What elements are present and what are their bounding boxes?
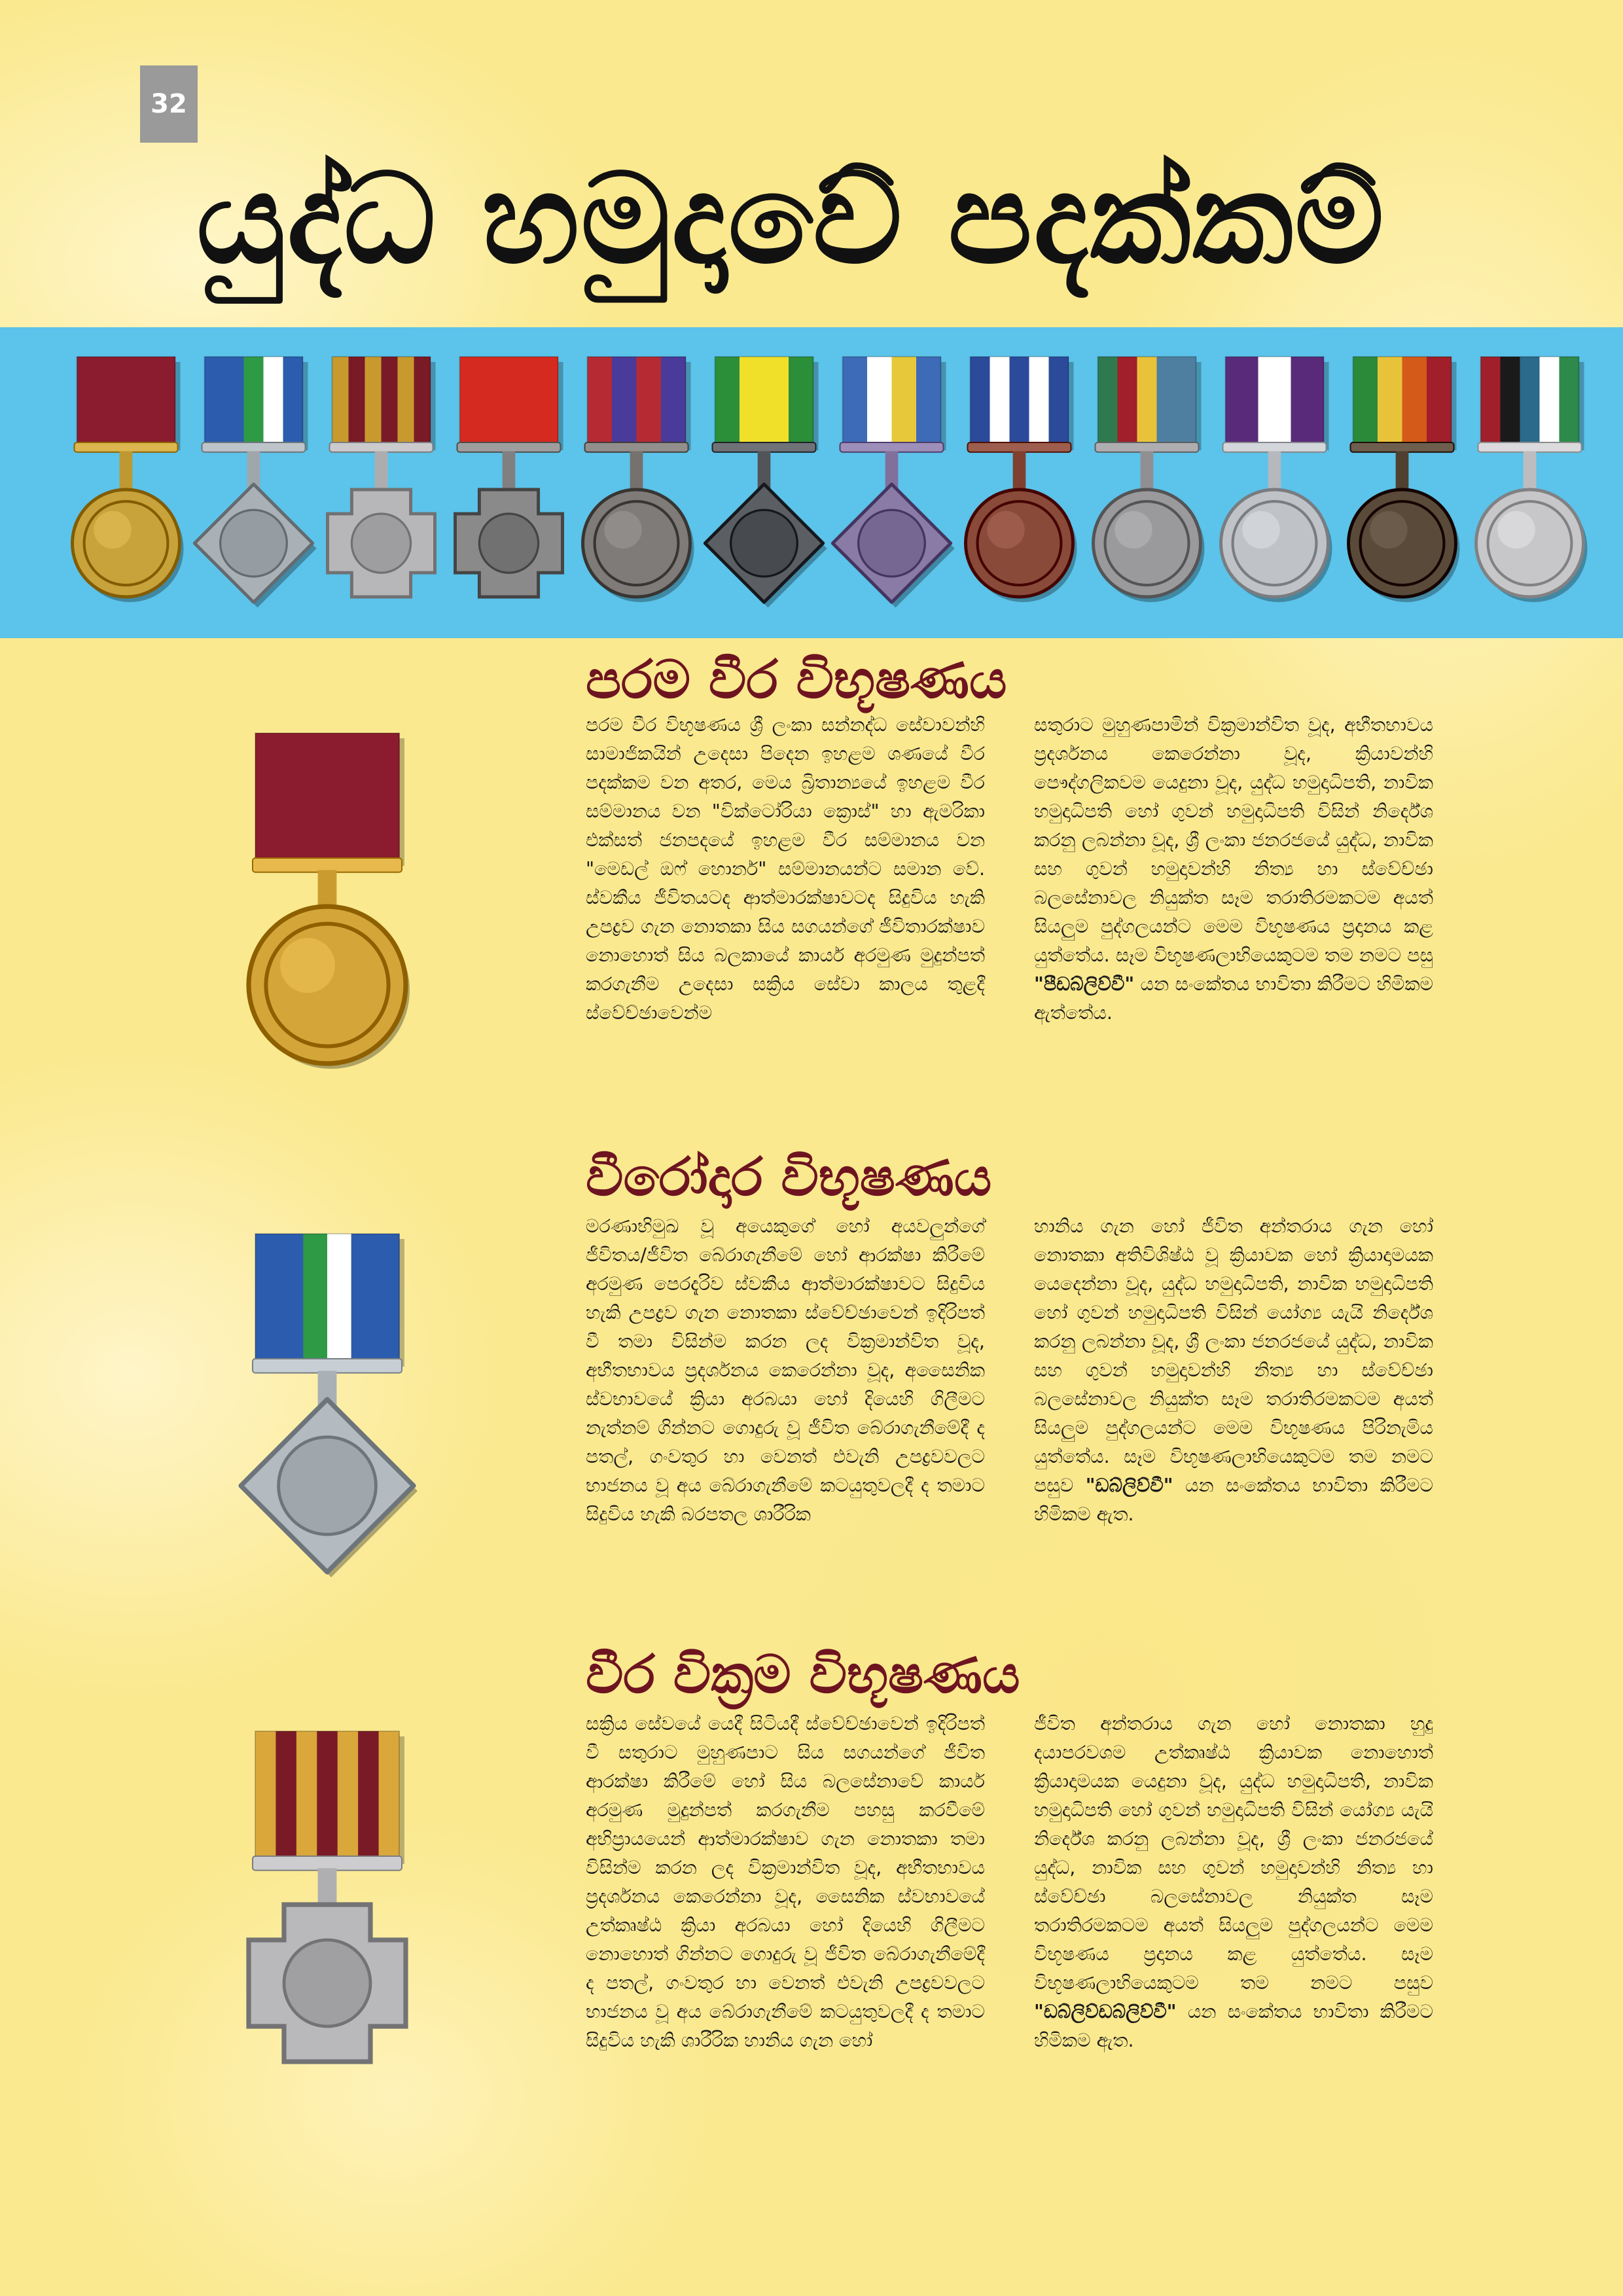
section-2-postnominal: "ඩබ්ලිව්වී"	[1085, 1475, 1173, 1496]
crest-medal-icon	[1349, 357, 1460, 602]
weera-wickrama-vibhushanaya-medal-icon	[236, 1728, 438, 2108]
section-3-postnominal: "ඩබ්ලිව්ඩබ්ලිව්වී"	[1034, 2001, 1177, 2022]
section-2-column-2-text: හානිය ගැන හෝ ජීවිත අන්තරාය ගැන හෝ නොතකා අතිවිශිෂ්ඨ වූ ක්‍රියාවක හෝ ක්‍රියාදාමයක යෙදෙන්නා වූද, යුද්ධ හමුදාධිපති, නාවික හමුදාධිපති හෝ ගුවන් හමුදාධිපති විසින් යෝග්‍ය යැයි නිර්දේශ කරනු ලබන්නා වූද, ශ්‍රී ලංකා ජනරජයේ යුද්ධ, නාවික සහ ගුවන් හමුදාවන්හි නිත්‍ය හා ස්වේච්ඡා බලසේනාවල නියුක්ත සෑම තරාතිරමකටම අයත් සියලුම පුද්ගලයන්ට මෙම විභූෂණය පිරිනැමිය යුත්තේය. සෑම විභූෂණලාභියෙකුටම තම නමට පසුව	[1034, 1215, 1433, 1496]
lion-medal-icon	[194, 357, 316, 607]
section-1-column-2-text: සතුරාට මුහුණපාමින් වික්‍රමාන්විත වූද, අභීතභාවය ප්‍රදර්ශනය කෙරෙන්නා වූද, ක්‍රියාවන්හි පෞද්ගලිකවම යෙදුනා වූද, යුද්ධ හමුදාධිපති, නාවික හමුදාධිපති හෝ ගුවන් හමුදාධිපති විසින් නිර්දේශ කරනු ලබන්නා වූද, ශ්‍රී ලංකා ජනරජයේ යුද්ධ, නාවික සහ ගුවන් හමුදාවන්හි නිත්‍ය හා ස්වේච්ඡා බලසේනාවල නියුක්ත සෑම තරාතිරමකටම අයත් සියලුම පුද්ගලයන්ට මෙම විභූෂණය ප්‍රදානය කළ යුත්තේය. සෑම විභූෂණලාභියෙකුටම තම නමට පසු	[1034, 714, 1433, 966]
section-3-column-2-tail: යන සංකේතය භාවිතා කිරීමට හිමිකම ඇත.	[1034, 2001, 1433, 2051]
emblem-medal-icon	[832, 357, 954, 607]
section-3-column-2-text: ජීවිත අන්තරාය ගැන හෝ නොතකා හුදු දයාපරවශම උත්කෘෂ්ඨ ක්‍රියාවක නොහොත් ක්‍රියාදාමයක යෙදුනා වූද, යුද්ධ හමුදාධිපති, නාවික හමුදාධිපති හෝ ගුවන් හමුදාධිපති විසින් යෝග්‍ය යැයි නිර්දේශ කරනු ලබන්නා වූද, ශ්‍රී ලංකා ජනරජයේ යුද්ධ, නාවික සහ ගුවන් හමුදාවන්හි නිත්‍ය හා ස්වේච්ඡා බලසේනාවල නියුක්ත සෑම තරාතිරමකටම අයත් සියලුම පුද්ගලයන්ට මෙම විභූෂණය ප්‍රදානය කළ යුත්තේය. සෑම විභූෂණලාභියෙකුටම තම නමට පසුව	[1034, 1713, 1433, 1994]
parama-weera-vibhushanaya-medal-icon-drawing	[249, 733, 410, 1069]
parama-weera-vibhushanaya-medal-icon	[236, 730, 438, 1109]
page-number: 32	[140, 65, 198, 143]
section-1-column-1: පරම වීර විභූෂණය ශ්‍රී ලංකා සන්නද්ධ සේවාවන්හි සාමාජිකයින් උදෙසා පිදෙන ඉහළම ශණයේ වීර පදක්කම වන අතර, මෙය බ්‍රිතාන්‍යයේ ඉහළම වීර සම්මානය වන "වික්ටෝරියා ක්‍රොස්" හා ඇමරිකා එක්සත් ජනපදයේ ඉහළම වීර සම්මානය වන "මෙඩල් ඔෆ් හොනර්" සම්මානයන්ට සමාන වේ. ස්වකීය ජීවිතයටද ආත්මාරක්ෂාවටද සිදුවිය හැකි උපද්‍රව ගැන නොතකා සිය සගයන්ගේ ජීවිතාරක්ෂාව නොහොත් සිය බලකායේ කාර්ය අරමුණ මුදුන්පත් කරගැනීම උදෙසා සක්‍රිය සේවා කාලය තුළදී ස්වේච්ඡාවෙන්ම	[586, 714, 985, 1024]
section-1-postnominal: "පීඩබ්ලිව්වී"	[1034, 973, 1135, 995]
emblem-medal-icon	[966, 357, 1077, 602]
crest-medal-icon	[1094, 357, 1205, 602]
emblem-medal-icon	[455, 357, 563, 597]
weerodara-vibhushanaya-medal-icon	[236, 1230, 438, 1597]
section-title-weera-wickrama: වීර වික්‍රම විභූෂණය	[586, 1644, 1020, 1705]
weera-wickrama-vibhushanaya-medal-icon-drawing	[249, 1731, 406, 2062]
section-2-column-1: මරණාභිමුඛ වූ අයෙකුගේ හෝ අයවලුන්ගේ ජීවිතය/ජීවිත බේරාගැනීමේ හෝ ආරක්ෂා කිරීමේ අරමුණ පෙරදැරිව ස්වකීය ආත්මාරක්ෂාවට සිදුවිය හැකි උපද්‍රව ගැන නොතකා ස්වේච්ඡාවෙන් ඉදිරිපත් වී තමා විසින්ම කරන ලද වික්‍රමාන්විත වූද, අභීතභාවය ප්‍රදර්ශනය කෙරෙන්නා වූද, අසෛනික ස්වභාවයේ ක්‍රියා අරබයා හෝ දියෙහි ගිලීමට නැත්නම් ගින්නට ගොදුරු වූ ජීවිත බේරාගැනීමේදී ද පතල්, ගංවතුර හා වෙනත් එවැනි උපද්‍රවවලට භාජනය වූ අය බේරාගැනීමේ කටයුතුවලදී ද තමාට සිදුවිය හැකි බරපතල ශාරීරික	[586, 1215, 985, 1525]
star-cross-medal-icon	[328, 357, 436, 597]
section-3-column-2	[1034, 1710, 1433, 2055]
section-2-column-2-tail: යන සංකේතය භාවිතා කිරීමට හිමිකම ඇත.	[1034, 1475, 1433, 1525]
section-title-weerodara: වීරෝදාර විභූෂණය	[586, 1147, 992, 1208]
horse-rider-medal-icon	[705, 357, 827, 607]
page-title: යුද්ධ හමුදාවේ පදක්කම්	[196, 147, 1385, 291]
section-3-column-1: සක්‍රිය සේවයේ යෙදී සිටියදී ස්වේච්ඡාවෙන් ඉදිරිපත් වී සතුරාට මුහුණපාට සිය සගයන්ගේ ජීවිත ආරක්ෂා කිරීමේ හෝ සිය බලසේනාවේ කාර්ය අරමුණ මුදුන්පත් කරගැනීම පහසු කරවීමේ අභිප්‍රායයෙන් ආත්මාරක්ෂාව ගැන නොතකා තමා විසින්ම කරන ලද වික්‍රමාන්විත වූද, අභීතභාවය ප්‍රදර්ශනය කෙරෙන්නා වූද, සෛනික ස්වභාවයේ උත්කෘෂ්ඨ ක්‍රියා අරබයා හෝ දියෙහි ගිලීමට නොහොත් ගින්නට ගොදුරු වූ ජීවිත බේරාගැනීමේදී ද පතල්, ගංවතුර හා වෙනත් එවැනි උපද්‍රවවලට භාජනය වූ අය බේරාගැනීමේ කටයුතුවලදී ද තමාට සිදුවිය හැකි ශාරීරික හානිය ගැන හෝ	[586, 1713, 985, 2051]
section-2-column-2	[1034, 1212, 1433, 1529]
crest-medal-icon	[1221, 357, 1332, 602]
section-1-column-2-tail: යන සංකේතය භාවිතා කිරීමට හිමිකම ඇත්තේය.	[1034, 973, 1433, 1024]
section-1-column-2	[1034, 711, 1433, 1028]
lion-medal-icon	[73, 357, 184, 602]
sun-face-medal-icon	[1476, 357, 1588, 602]
weerodara-vibhushanaya-medal-icon-drawing	[241, 1234, 418, 1577]
emblem-medal-icon	[583, 357, 694, 602]
section-title-parama-weera: පරම වීර විභූෂණය	[586, 649, 1007, 710]
medal-strip	[62, 353, 1594, 615]
